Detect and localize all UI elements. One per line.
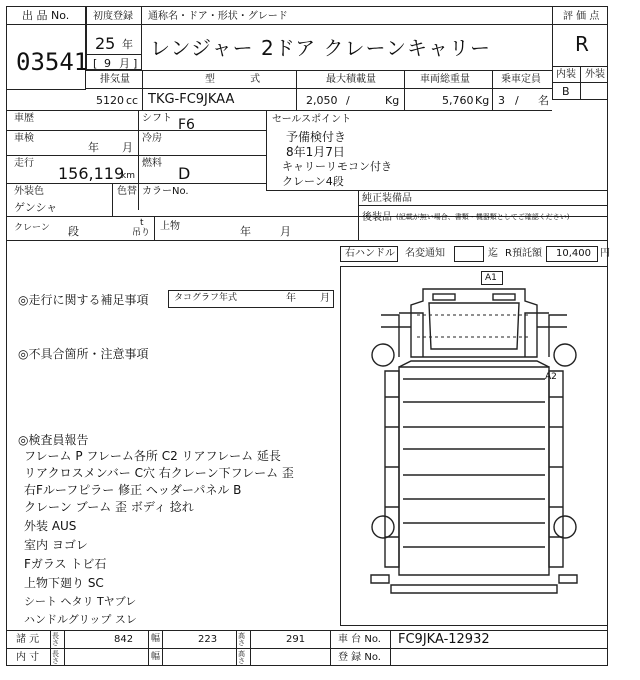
gross-weight-label: 車両総重量 bbox=[420, 74, 470, 85]
in-height-label: 高さ bbox=[238, 650, 245, 665]
gross-weight: 5,760 bbox=[442, 94, 474, 107]
interior-label: 内装 bbox=[556, 69, 576, 80]
truck-outline bbox=[341, 267, 607, 625]
aftermarket-label: 後装品 bbox=[362, 212, 392, 223]
reg-no-label: 登 録 No. bbox=[338, 652, 381, 663]
max-load-sep: / bbox=[346, 94, 350, 107]
in-width-label: 幅 bbox=[151, 652, 161, 662]
crane-lift-unit: 吊り bbox=[132, 228, 151, 238]
history-label: 車歴 bbox=[14, 113, 34, 124]
sales-point-4: クレーン4段 bbox=[282, 175, 344, 188]
reg-month: 9 bbox=[104, 57, 111, 70]
in-length-label: 長さ bbox=[52, 650, 59, 665]
crane-ton-unit: t bbox=[140, 218, 144, 228]
chassis-no: FC9JKA-12932 bbox=[398, 632, 490, 647]
gross-weight-unit: Kg bbox=[475, 94, 490, 107]
crane-stage-unit: 段 bbox=[68, 225, 79, 238]
shift-label: シフト bbox=[142, 113, 172, 124]
max-load: 2,050 bbox=[306, 94, 338, 107]
lot-no: 03541 bbox=[16, 48, 89, 76]
tacho-month-unit: 月 bbox=[320, 293, 330, 304]
ext-color: ゲンシャ bbox=[14, 201, 58, 214]
mileage-unit: km bbox=[121, 171, 135, 181]
reg-year-unit: 年 bbox=[122, 38, 133, 51]
upper-month-unit: 月 bbox=[280, 225, 291, 238]
mileage: 156,119 bbox=[58, 164, 125, 183]
height-value: 291 bbox=[286, 634, 306, 645]
upper-label: 上物 bbox=[160, 221, 180, 232]
interior-score: B bbox=[562, 85, 570, 98]
displacement: 5120 bbox=[96, 94, 124, 107]
right-handle: 右ハンドル bbox=[345, 248, 395, 259]
displacement-unit: cc bbox=[126, 94, 139, 107]
reg-month-unit: 月 bbox=[119, 57, 130, 70]
chassis-label: 車 台 No. bbox=[338, 634, 381, 645]
width-label: 幅 bbox=[151, 634, 161, 644]
inspector-line-10: ハンドルグリップ スレ bbox=[24, 613, 137, 626]
inspector-line-6: 室内 ヨゴレ bbox=[24, 538, 88, 552]
first-reg-label: 初度登録 bbox=[93, 11, 133, 22]
name-change-box bbox=[454, 246, 484, 262]
r-cert-label: R預託額 bbox=[505, 248, 542, 259]
inspection-month-unit: 月 bbox=[122, 141, 133, 154]
sales-point-1: 予備検付き bbox=[286, 130, 347, 144]
capacity-sep: / bbox=[515, 94, 519, 107]
ac-label: 冷房 bbox=[142, 133, 162, 144]
sales-points-label: セールスポイント bbox=[272, 114, 352, 125]
displacement-label: 排気量 bbox=[100, 74, 130, 85]
a1-label: A1 bbox=[485, 273, 497, 283]
r-cert-value: 10,400 bbox=[556, 248, 591, 259]
aftermarket-note: (記載が無い場合、書類・機器類としてご確認ください) bbox=[396, 213, 570, 221]
reg-month-open: [ bbox=[93, 57, 98, 70]
name-change-label: 名変通知 bbox=[405, 248, 445, 259]
length-label: 長さ bbox=[52, 632, 59, 647]
inspection-year-unit: 年 bbox=[88, 141, 99, 154]
mileage-label: 走行 bbox=[14, 158, 34, 169]
r-cert-unit: 円 bbox=[600, 248, 610, 259]
capacity-label: 乗車定員 bbox=[501, 74, 541, 85]
tacho-year-unit: 年 bbox=[286, 293, 296, 304]
model-grade-label: 通称名・ドア・形状・グレード bbox=[148, 11, 288, 22]
name-change-separator: 迄 bbox=[488, 248, 498, 259]
inspector-line-8: 上物下廻り SC bbox=[24, 576, 104, 590]
inspector-label: ◎検査員報告 bbox=[18, 433, 89, 447]
running-label: ◎走行に関する補足事項 bbox=[18, 293, 149, 307]
sales-point-3: キャリーリモコン付き bbox=[282, 160, 392, 173]
capacity-unit: 名 bbox=[538, 94, 549, 107]
lot-no-label: 出 品 No. bbox=[22, 9, 70, 22]
std-equipment-label: 純正装備品 bbox=[362, 193, 412, 204]
model-code: TKG-FC9JKAA bbox=[148, 92, 235, 107]
max-load-unit: Kg bbox=[385, 94, 400, 107]
eval-label: 評 価 点 bbox=[563, 11, 600, 22]
specs-label: 諸 元 bbox=[16, 634, 40, 645]
color-no-label: カラーNo. bbox=[142, 186, 189, 197]
fuel-label: 燃料 bbox=[142, 158, 162, 169]
length-value: 842 bbox=[114, 634, 134, 645]
vehicle-diagram bbox=[340, 266, 608, 626]
fuel-value: D bbox=[178, 164, 191, 183]
vehicle-name: レンジャー 2ドア クレーンキャリー bbox=[150, 36, 492, 60]
model-label: 型 式 bbox=[205, 74, 277, 85]
inspector-line-7: Fガラス トビ石 bbox=[24, 557, 107, 571]
shift-value: F6 bbox=[178, 117, 195, 133]
inspector-line-2: リアクロスメンバー C穴 右クレーン下フレーム 歪 bbox=[24, 466, 294, 480]
inspector-line-4: クレーン ブーム 歪 ボディ 捻れ bbox=[24, 500, 194, 514]
inspector-line-3: 右Fルーフピラー 修正 ヘッダーパネル B bbox=[24, 483, 242, 497]
inspector-line-5: 外装 AUS bbox=[24, 519, 77, 533]
crane-label: クレーン bbox=[14, 223, 50, 233]
ext-color-label: 外装色 bbox=[14, 186, 44, 197]
exterior-label: 外装 bbox=[585, 69, 605, 80]
reg-month-close: ] bbox=[133, 57, 138, 70]
a2-label: A2 bbox=[545, 372, 557, 382]
inspector-line-1: フレーム P フレーム各所 C2 リアフレーム 延長 bbox=[24, 449, 281, 463]
sales-point-2: 8年1月7日 bbox=[286, 145, 345, 159]
defect-label: ◎不具合箇所・注意事項 bbox=[18, 347, 149, 361]
upper-year-unit: 年 bbox=[240, 225, 251, 238]
max-load-label: 最大積載量 bbox=[326, 74, 376, 85]
eval-score: R bbox=[575, 32, 589, 56]
height-label: 高さ bbox=[238, 632, 245, 647]
tacho-label: タコグラフ年式 bbox=[174, 293, 238, 303]
reg-year: 25 bbox=[95, 34, 116, 53]
width-value: 223 bbox=[198, 634, 218, 645]
color-change-label: 色替 bbox=[117, 186, 137, 197]
capacity: 3 bbox=[498, 94, 505, 107]
interior-dim-label: 内 寸 bbox=[16, 652, 40, 663]
inspection-label: 車検 bbox=[14, 133, 34, 144]
inspector-line-9: シート ヘタリ Tヤブレ bbox=[24, 595, 137, 608]
